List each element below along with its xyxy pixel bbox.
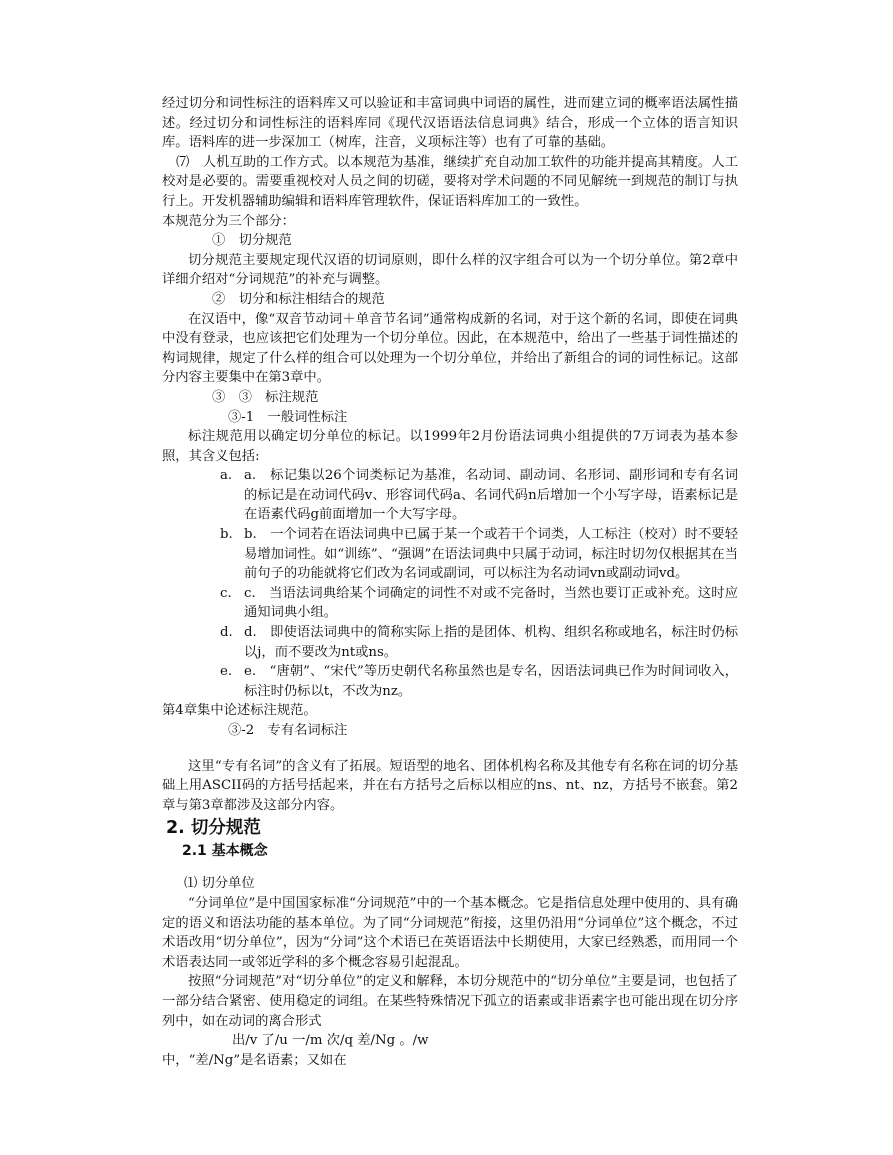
list-item bbox=[220, 584, 738, 623]
section-1-title: ① 切分规范 bbox=[212, 233, 292, 249]
chapter-4-note: 第4章集中论述标注规范。 bbox=[162, 703, 317, 719]
list-text: c. 当语法词典给某个词确定的词性不对或不完备时，当然也要订正或补充。这时应通知词典小组。 bbox=[244, 585, 738, 621]
list-item bbox=[220, 623, 738, 662]
list-text: a. 标记集以26个词类标记为基准，名动词、副动词、名形词、副形词和专有名词的标记是在动词代码v、形容词代码a、名词代码n后增加一个小写字母，语素标记是在语素代码g前面增加一个大写字母。 bbox=[244, 468, 738, 523]
list-item bbox=[220, 662, 738, 701]
list-text: e. “唐朝”、“宋代”等历史朝代名称虽然也是专名，因语法词典已作为时间词收入，标注时仍标以t，不改为nz。 bbox=[244, 664, 738, 699]
list-text: b. 一个词若在语法词典中已属于某一个或若干个词类，人工标注（校对）时不要轻易增加词性。如“训练”、“强调”在语法词典中只属于动词，标注时切勿仅根据其在当前句子的功能就将它们改为名词或副词，可以标注为名动词vn或副动词vd。 bbox=[244, 527, 738, 582]
section-3-2-title: ③-2 专有名词标注 bbox=[228, 723, 348, 738]
section-3-1-title: ③-1 一般词性标注 bbox=[228, 409, 348, 425]
list-marker: b. bbox=[220, 527, 233, 543]
paragraph-item-7: ⑺ 人机互助的工作方式。以本规范为基准，继续扩充自动加工软件的功能并提高其精度。人工校对是必要的。需要重视校对人员之间的切磋，要将对学术问题的不同见解统一到规范的制订与执行上。开发机器辅助编辑和语料库管理软件，保证语料库加工的一致性。 bbox=[162, 154, 738, 209]
section-3-1-body: 标注规范用以确定切分单位的标记。以1999年2月份语法词典小组提供的7万词表为基本参照，其含义包括: bbox=[162, 429, 738, 464]
list-text: d. 即使语法词典中的简称实际上指的是团体、机构、组织名称或地名，标注时仍标以j，而不要改为nt或ns。 bbox=[244, 625, 738, 660]
unit-paragraph-2: 按照“分词规范”对“切分单位”的定义和解释，本切分规范中的“切分单位”主要是词，也包括了一部分结合紧密、使用稳定的词组。在某些特殊情况下孤立的语素或非语素字也可能出现在切分序列中，如在动词的离合形式 bbox=[162, 974, 738, 1029]
unit-paragraph-1: “分词单位”是中国国家标准“分词规范”中的一个基本概念。它是指信息处理中使用的、具有确定的语义和语法功能的基本单位。为了同“分词规范”衔接，这里仍沿用“分词单位”这个概念，不过术语改用“切分单位”，因为“分词”这个术语已在英语语法中长期使用，大家已经熟悉，而用同一个术语表达同一或邻近学科的多个概念容易引起混乱。 bbox=[162, 895, 738, 970]
paragraph-corpus-intro: 经过切分和词性标注的语料库又可以验证和丰富词典中词语的属性，进而建立词的概率语法属性描述。经过切分和词性标注的语料库同《现代汉语语法信息词典》结合，形成一个立体的语言知识库。语料库的进一步深加工（树库，注音，义项标注等）也有了可靠的基础。 bbox=[162, 96, 738, 151]
list-item bbox=[220, 466, 738, 525]
section-1-body: 切分规范主要规定现代汉语的切词原则，即什么样的汉字组合可以为一个切分单位。第2章中详细介绍对“分词规范”的补充与调整。 bbox=[162, 252, 738, 288]
list-marker: d. bbox=[220, 625, 233, 641]
section-3-title: ③ ③ 标注规范 bbox=[212, 389, 319, 405]
after-example-text: 中，“差/Ng”是名语素；又如在 bbox=[162, 1052, 347, 1068]
list-marker: c. bbox=[220, 585, 232, 601]
unit-title: ⑴ 切分单位 bbox=[184, 876, 255, 892]
section-3-2-body: 这里“专有名词”的含义有了拓展。短语型的地名、团体机构名称及其他专有名称在词的切分基础上用ASCII码的方括号括起来，并在右方括号之后标以相应的ns、nt、nz，方括号不嵌套。第2章与第3章都涉及这部分内容。 bbox=[162, 758, 738, 813]
section-2-1-heading: 2.1 基本概念 bbox=[182, 843, 268, 860]
spacer bbox=[162, 862, 738, 874]
segmentation-example: 出/v 了/u 一/m 次/q 差/Ng 。/w bbox=[232, 1033, 429, 1049]
list-item bbox=[220, 525, 738, 584]
list-marker: e. bbox=[220, 664, 233, 680]
spacer bbox=[162, 741, 738, 757]
chapter-2-heading: 2. 切分规范 bbox=[166, 818, 261, 839]
document-body bbox=[162, 94, 738, 1070]
paragraph-three-parts: 本规范分为三个部分： bbox=[162, 213, 295, 229]
section-2-body: 在汉语中，像“双音节动词＋单音节名词”通常构成新的名词，对于这个新的名词，即使在词典中没有登录，也应该把它们处理为一个切分单位。因此，在本规范中，给出了一些基于词性描述的构词规律，规定了什么样的组合可以处理为一个切分单位，并给出了新组合的词的词性标记。这部分内容主要集中在第3章中。 bbox=[162, 311, 738, 386]
section-2-title: ② 切分和标注相结合的规范 bbox=[212, 291, 385, 307]
list-marker: a. bbox=[220, 468, 233, 484]
